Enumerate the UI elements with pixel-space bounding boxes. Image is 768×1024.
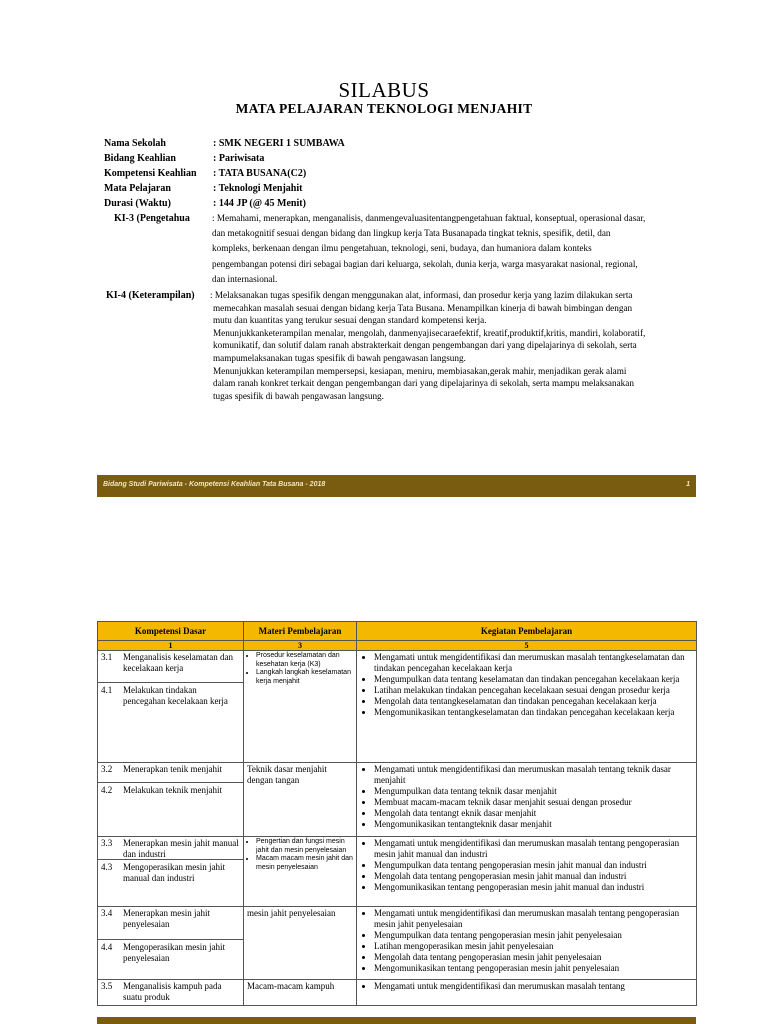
ki3-line: dan metakognitif sesuai dengan bidang dan lingkup kerja Tata Busanapada tingkat teknis, spesifik, detil, dan [212,228,611,239]
kegiatan-item: • Mengamati untuk mengidentifikasi dan merumuskan masalah tentang teknik dasar menjahit [374,764,693,786]
ki3-line: : Memahami, menerapkan, menganalisis, danmengevaluasitentangpengetahuan faktual, konseptual, operasional dasar, [212,213,646,223]
kd-text: Menganalisis keselamatan dan kecelakaan kerja [123,652,233,673]
column-number-row [98,641,697,651]
table-row [98,907,697,980]
kegiatan-item: • Mengumpulkan data tentang pengoperasian mesin jahit penyelesaian [374,930,693,941]
column-number: 3 [244,641,357,651]
kd-number: 4.2 [101,784,113,795]
kegiatan-item: • Mengamati untuk mengidentifikasi dan merumuskan masalah tentang pengoperasian mesin jahit manual dan industri [374,838,693,860]
kegiatan-item: • Mengolah data tentang pengoperasian mesin jahit manual dan industri [374,871,693,882]
document-subtitle: MATA PELAJARAN TEKNOLOGI MENJAHIT [235,101,533,116]
kegiatan-item: • Latihan melakukan tindakan pencegahan kecelakaan sesuai dengan prosedur kerja [374,685,693,696]
kd-text: Menerapkan mesin jahit manual dan industri [123,838,239,859]
kd-text: Melakukan teknik menjahit [123,784,222,795]
materi-cell [244,763,357,837]
materi-cell [244,980,357,1006]
kegiatan-item: • Mengolah data tentangt eknik dasar menjahit [374,808,693,819]
materi-item: • Pengertian dan fungsi mesin jahit dan mesin penyelesaian [256,838,353,855]
kegiatan-item: • Mengumpulkan data tentang pengoperasian mesin jahit manual dan industri [374,860,693,871]
kegiatan-item: • Mengamati untuk mengidentifikasi dan merumuskan masalah tentangkeselamatan dan tindakan pencegahan kecelakaan kerja [374,652,693,674]
column-header: Kegiatan Pembelajaran [357,622,697,641]
materi-cell [244,651,357,763]
page-number: 1 [686,481,690,488]
materi-cell [244,907,357,980]
footer-text: Bidang Studi Pariwisata - Kompetensi Keahlian Tata Busana - 2018 [103,481,326,488]
kd-text: Menganalisis kampuh pada suatu produk [123,981,222,1002]
kd-cell [98,763,244,837]
ki4-label: KI-4 (Keterampilan) [106,290,195,301]
kd-text: Menerapkan mesin jahit penyelesaian [123,908,210,929]
kegiatan-item: • Latihan mengoperasikan mesin jahit penyelesaian [374,941,693,952]
info-label: Bidang Keahlian [104,153,176,164]
next-page-footer-bar [97,1017,696,1024]
kegiatan-item: • Mengumpulkan data tentang keselamatan dan tindakan pencegahan kecelakaan kerja [374,674,693,685]
kd-number: 3.4 [101,908,113,918]
materi-text: mesin jahit penyelesaian [247,908,336,918]
kd-cell [98,907,244,980]
kd-number: 4.3 [101,862,113,872]
info-value: : TATA BUSANA(C2) [213,168,307,179]
kegiatan-cell [357,837,697,907]
info-label: Durasi (Waktu) [104,198,171,209]
ki3-line: pengembangan potensi diri sebagai bagian dari keluarga, sekolah, dunia kerja, warga masyarakat nasional, regional, [212,258,638,269]
column-header: Materi Pembelajaran [244,622,357,641]
kd-text: Mengoperasikan mesin jahit manual dan industri [123,862,225,883]
kd-text: Menerapkan tenik menjahit [123,764,222,774]
info-value: : Pariwisata [213,153,265,164]
table-row [98,980,697,1006]
table-header-row [98,622,697,641]
kd-number: 3.5 [101,981,113,991]
info-value: : SMK NEGERI 1 SUMBAWA [213,138,345,149]
kegiatan-item: • Mengolah data tentang pengoperasian mesin jahit penyelesaian [374,952,693,963]
info-label: Mata Pelajaran [104,183,171,194]
ki3-text [212,211,645,287]
kegiatan-cell [357,907,697,980]
info-value: : 144 JP (@ 45 Menit) [213,198,306,209]
kd-number: 3.3 [101,838,113,848]
info-value: : Teknologi Menjahit [213,183,303,194]
syllabus-table [97,621,697,1006]
materi-text: Teknik dasar menjahit dengan tangan [247,764,327,785]
materi-cell [244,837,357,907]
page-footer [97,475,696,497]
ki4-line: tugas spesifik di bawah pengawasan langsung. [213,390,384,401]
ki4-line: memecahkan masalah sesuai dengan bidang kerja Tata Busana. Menampilkan kinerja di bawah bimbingan dengan [213,302,633,313]
ki3-line: kompleks, berkenaan dengan ilmu pengetahuan, teknologi, seni, budaya, dan humaniora dalam konteks [212,243,592,254]
ki4-text [210,289,645,402]
ki3-line: dan internasional. [212,273,278,284]
table-row [98,763,697,837]
kd-text: Melakukan tindakan pencegahan kecelakaan kerja [123,685,228,706]
kegiatan-item: • Mengamati untuk mengidentifikasi dan merumuskan masalah tentang pengoperasian mesin jahit penyelesaian [374,908,693,930]
document-title: SILABUS [338,78,430,102]
ki3-label: KI-3 (Pengetahua [114,213,190,224]
kd-cell [98,980,244,1006]
kegiatan-cell [357,651,697,763]
ki4-line: komunikatif, dan solutif dalam ranah abstrakterkait dengan pengembangan dari yang dipelajarinya di sekolah, serta [213,340,637,351]
ki4-line: mampumelaksanakan tugas spesifik di bawah pengawasan langsung. [213,352,466,363]
ki4-line: mutu dan kuantitas yang terukur sesuai dengan standard kompetensi kerja. [213,315,487,326]
kd-cell [98,651,244,763]
kegiatan-item: • Mengamati untuk mengidentifikasi dan merumuskan masalah tentang [374,981,693,992]
kegiatan-item: • Mengumpulkan data tentang teknik dasar menjahit [374,786,693,797]
kd-number: 4.4 [101,942,113,952]
kd-cell [98,837,244,907]
column-number: 5 [357,641,697,651]
materi-text: Macam-macam kampuh [247,981,335,991]
kd-text: Mengoperasikan mesin jahit penyelesaian [123,942,225,963]
table-row [98,651,697,763]
info-label: Nama Sekolah [104,138,166,149]
materi-item: • Prosedur keselamatan dan kesehatan kerja (K3) [256,652,353,669]
kegiatan-item: • Mengomunikasikan tentangkeselamatan dan tindakan pencegahan kecelakaan kerja [374,707,693,718]
kd-number: 3.2 [101,764,113,774]
kegiatan-item: • Mengomunikasikan tentang pengoperasian mesin jahit penyelesaian [374,963,693,974]
kd-number: 3.1 [101,652,113,662]
kegiatan-item: • Mengomunikasikan tentangteknik dasar menjahit [374,819,693,830]
kd-number: 4.1 [101,685,113,695]
column-number: 1 [98,641,244,651]
ki4-line: Menunjukkanketerampilan menalar, mengolah, danmenyajisecaraefektif, kreatif,produktif,kritis, mandiri, kolaboratif, [213,327,646,338]
ki4-line: : Melaksanakan tugas spesifik dengan menggunakan alat, informasi, dan prosedur kerja yang lazim dilakukan serta [210,290,633,300]
column-header: Kompetensi Dasar [98,622,244,641]
ki4-line: Menunjukkan keterampilan mempersepsi, kesiapan, meniru, membiasakan,gerak mahir, menjadikan gerak alami [213,365,627,376]
table-row [98,837,697,907]
materi-item: • Langkah langkah keselamatan kerja menjahit [256,669,353,686]
kegiatan-item: • Mengomunikasikan tentang pengoperasian mesin jahit manual dan industri [374,882,693,893]
kegiatan-cell [357,980,697,1006]
kegiatan-item: • Membuat macam-macam teknik dasar menjahit sesuai dengan prosedur [374,797,693,808]
kegiatan-cell [357,763,697,837]
materi-item: • Macam macam mesin jahit dan mesin penyelesaian [256,855,353,872]
info-label: Kompetensi Keahlian [104,168,197,179]
ki4-line: dalam ranah konkret terkait dengan pengembangan dari yang dipelajarinya di sekolah, serta mampu melaksanakan [213,378,634,389]
kegiatan-item: • Mengolah data tentangkeselamatan dan tindakan pencegahan kecelakaan kerja [374,696,693,707]
